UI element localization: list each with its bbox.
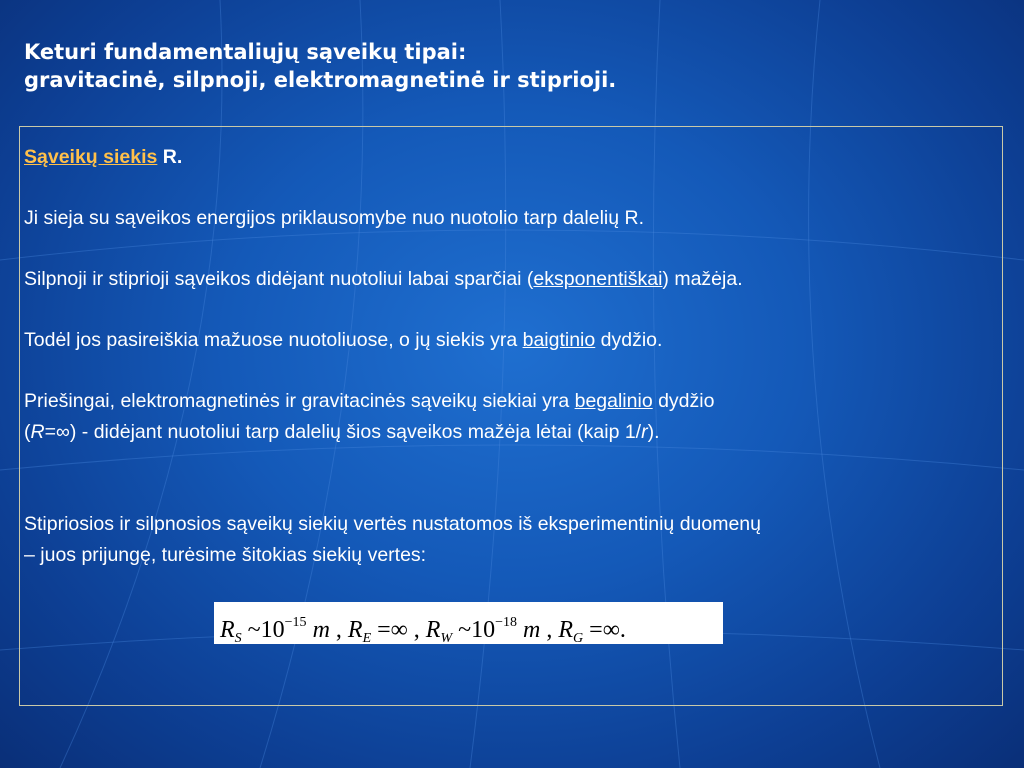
formula-m-w: m xyxy=(517,617,541,643)
exponential-link[interactable]: eksponentiškai xyxy=(533,268,663,290)
content-box xyxy=(19,126,1003,706)
formula-sub-W: W xyxy=(440,631,453,646)
p4b-close: ). xyxy=(647,421,660,443)
range-formula xyxy=(214,602,723,644)
p4b-eq: =∞ xyxy=(44,421,70,443)
formula-comma-2: , xyxy=(407,617,426,643)
title-line-1: Keturi fundamentaliųjų sąveikų tipai: xyxy=(24,40,467,64)
formula-eq-inf-E: =∞ xyxy=(371,617,408,643)
formula-R-G: R xyxy=(558,617,574,643)
formula-R-E: R xyxy=(347,617,363,643)
p4-text-before: Priešingai, elektromagnetinės ir gravitacinės sąveikų siekiai yra xyxy=(24,390,575,412)
formula-R-S: R xyxy=(220,617,235,643)
p3-text-after: dydžio. xyxy=(595,329,663,351)
range-heading xyxy=(24,142,182,172)
formula-eq-inf-G: =∞. xyxy=(583,617,626,643)
paragraph-4 xyxy=(24,386,714,416)
p4b-open: ( xyxy=(24,421,31,443)
slide-title xyxy=(24,38,984,94)
paragraph-2 xyxy=(24,264,743,294)
paragraph-5-line-2: – juos prijungę, turėsime šitokias siekių vertes: xyxy=(24,544,427,566)
p4b-R: R xyxy=(30,421,45,443)
p2-text-after: ) mažėja. xyxy=(662,268,743,290)
paragraph-5-line-1: Stipriosios ir silpnosios sąveikų siekių vertės nustatomos iš eksperimentinių duomenų xyxy=(24,513,762,535)
p3-text-before: Todėl jos pasireiškia mažuose nuotoliuose, o jų siekis yra xyxy=(24,329,523,351)
range-link[interactable]: Sąveikų siekis xyxy=(24,146,158,168)
p2-text-before: Silpnoji ir stiprioji sąveikos didėjant nuotoliui labai sparčiai ( xyxy=(24,268,534,290)
formula-exp-W: −18 xyxy=(495,615,518,630)
p4b-mid: ) - didėjant nuotoliui tarp dalelių šios sąveikos mažėja lėtai (kaip 1/ xyxy=(69,421,642,443)
formula-m-s: m xyxy=(306,617,330,643)
title-line-2: gravitacinė, silpnoji, elektromagnetinė ir stiprioji. xyxy=(24,68,617,92)
formula-tilde10-s: ~10 xyxy=(241,617,285,643)
formula-exp-S: −15 xyxy=(284,615,307,630)
formula-comma-3: , xyxy=(540,617,559,643)
p4-text-after: dydžio xyxy=(652,390,715,412)
formula-sub-E: E xyxy=(362,631,372,646)
paragraph-1: Ji sieja su sąveikos energijos priklausomybe nuo nuotolio tarp dalelių R. xyxy=(24,207,645,229)
formula-sub-S: S xyxy=(234,631,242,646)
paragraph-4-line-2 xyxy=(24,417,660,447)
formula-comma-1: , xyxy=(329,617,348,643)
formula-R-W: R xyxy=(425,617,441,643)
formula-sub-G: G xyxy=(573,631,584,646)
infinite-link[interactable]: begalinio xyxy=(574,390,653,412)
p4b-r: r xyxy=(641,421,648,443)
paragraph-3 xyxy=(24,325,662,355)
finite-link[interactable]: baigtinio xyxy=(522,329,596,351)
formula-tilde10-w: ~10 xyxy=(452,617,496,643)
range-heading-rest: R. xyxy=(157,146,183,168)
